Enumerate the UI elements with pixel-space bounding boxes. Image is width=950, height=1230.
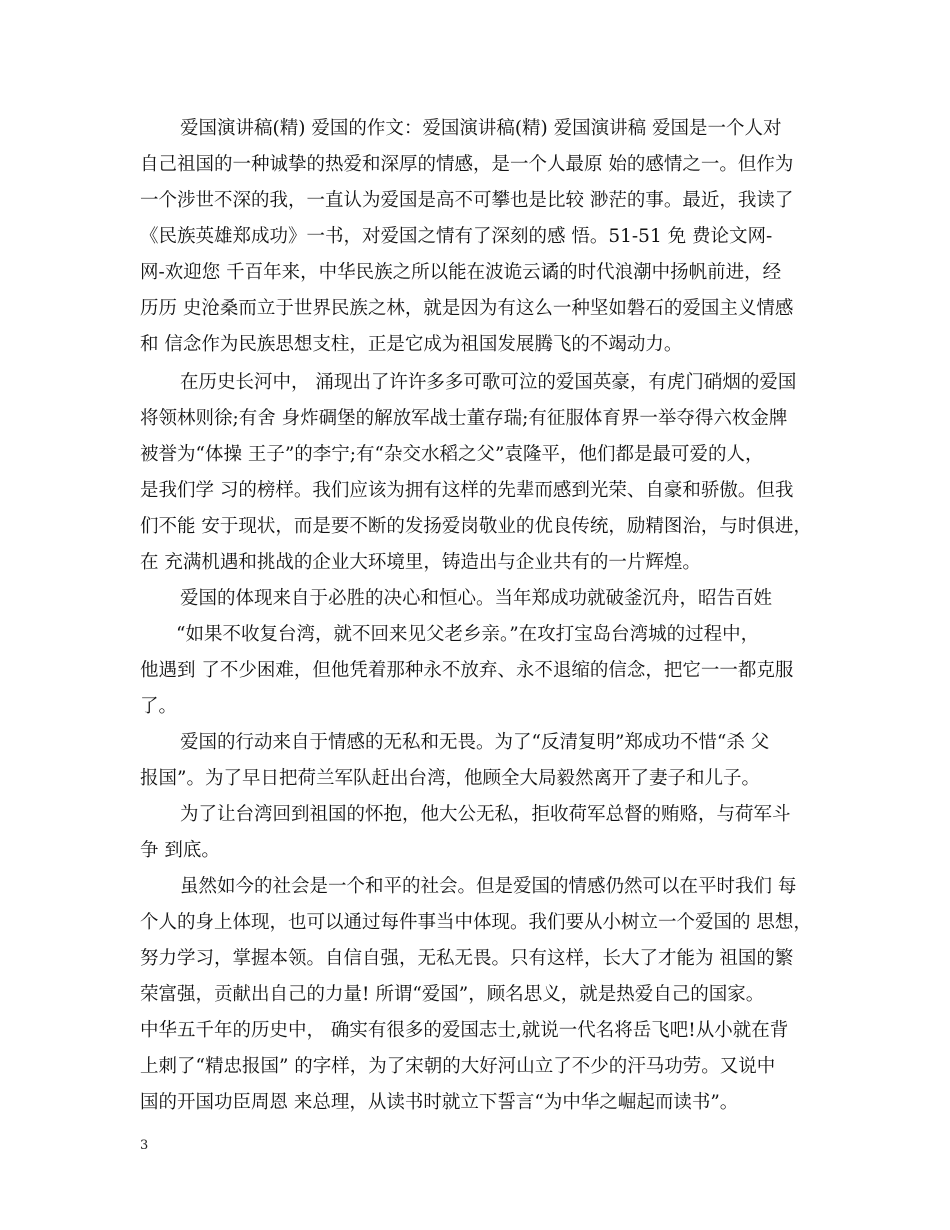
text-line: 中华五千年的历史中， 确实有很多的爱国志士,就说一代名将岳飞吧!从小就在背 bbox=[140, 1020, 789, 1041]
text-line: 了。 bbox=[140, 696, 178, 717]
text-line: 他遇到 了不少困难，但他凭着那种永不放弃、永不退缩的信念，把它一一都克服 bbox=[140, 660, 794, 681]
text-line: 个人的身上体现，也可以通过每件事当中体现。我们要从小树立一个爱国的 思想， bbox=[140, 912, 812, 933]
text-line: 上刺了“精忠报国” 的字样，为了宋朝的大好河山立了不少的汗马功劳。又说中 bbox=[140, 1056, 776, 1077]
text-line: 为了让台湾回到祖国的怀抱，他大公无私，拒收荷军总督的贿赂，与荷军斗 bbox=[180, 804, 791, 825]
text-line: 爱国的体现来自于必胜的决心和恒心。当年郑成功就破釜沉舟，昭告百姓 bbox=[180, 588, 773, 609]
text-line: 在 充满机遇和挑战的企业大环境里，铸造出与企业共有的一片辉煌。 bbox=[140, 552, 701, 573]
text-line: 和 信念作为民族思想支柱，正是它成为祖国发展腾飞的不竭动力。 bbox=[140, 334, 683, 355]
page-number: 3 bbox=[140, 1138, 149, 1153]
text-line: 一个涉世不深的我，一直认为爱国是高不可攀也是比较 渺茫的事。最近，我读了 bbox=[140, 190, 794, 211]
text-line: 自己祖国的一种诚挚的热爱和深厚的情感，是一个人最原 始的感情之一。但作为 bbox=[140, 154, 794, 175]
text-line: 争 到底。 bbox=[140, 840, 220, 861]
text-line: 将领林则徐;有舍 身炸碉堡的解放军战士董存瑞;有征服体育界一举夺得六枚金牌 bbox=[140, 408, 788, 429]
text-line: 《民族英雄郑成功》一书，对爱国之情有了深刻的感 悟。51-51 免 费论文网- bbox=[140, 226, 773, 247]
text-line: 报国”。为了早日把荷兰军队赶出台湾，他顾全大局毅然离开了妻子和儿子。 bbox=[140, 768, 760, 789]
text-line: 在历史长河中， 涌现出了许许多多可歌可泣的爱国英豪，有虎门硝烟的爱国 bbox=[180, 372, 797, 393]
text-line: 们不能 安于现状，而是要不断的发扬爱岗敬业的优良传统，励精图治，与时俱进， bbox=[140, 516, 812, 537]
text-line: 被誉为“体操 王子”的李宁;有“杂交水稻之父”袁隆平，他们都是最可爱的人， bbox=[140, 444, 764, 465]
text-line: “如果不收复台湾，就不回来见父老乡亲。”在攻打宝岛台湾城的过程中， bbox=[176, 624, 760, 645]
text-line: 是我们学 习的榜样。我们应该为拥有这样的先辈而感到光荣、自豪和骄傲。但我 bbox=[140, 480, 794, 501]
text-line: 努力学习，掌握本领。自信自强，无私无畏。只有这样，长大了才能为 祖国的繁 bbox=[140, 948, 794, 969]
text-line: 虽然如今的社会是一个和平的社会。但是爱国的情感仍然可以在平时我们 每 bbox=[180, 876, 797, 897]
text-line: 网-欢迎您 千百年来，中华民族之所以能在波诡云谲的时代浪潮中扬帆前进，经 bbox=[140, 262, 782, 283]
text-line: 荣富强，贡献出自己的力量! 所谓“爱国”，顾名思义，就是热爱自己的国家。 bbox=[140, 984, 765, 1005]
text-line: 国的开国功臣周恩 来总理，从读书时就立下誓言“为中华之崛起而读书”。 bbox=[140, 1092, 739, 1113]
text-line: 爱国演讲稿(精) 爱国的作文：爱国演讲稿(精) 爱国演讲稿 爱国是一个人对 bbox=[180, 118, 782, 139]
text-line: 爱国的行动来自于情感的无私和无畏。为了“反清复明”郑成功不惜“杀 父 bbox=[180, 732, 770, 753]
text-line: 历历 史沧桑而立于世界民族之林，就是因为有这么一种坚如磐石的爱国主义情感 bbox=[140, 298, 794, 319]
